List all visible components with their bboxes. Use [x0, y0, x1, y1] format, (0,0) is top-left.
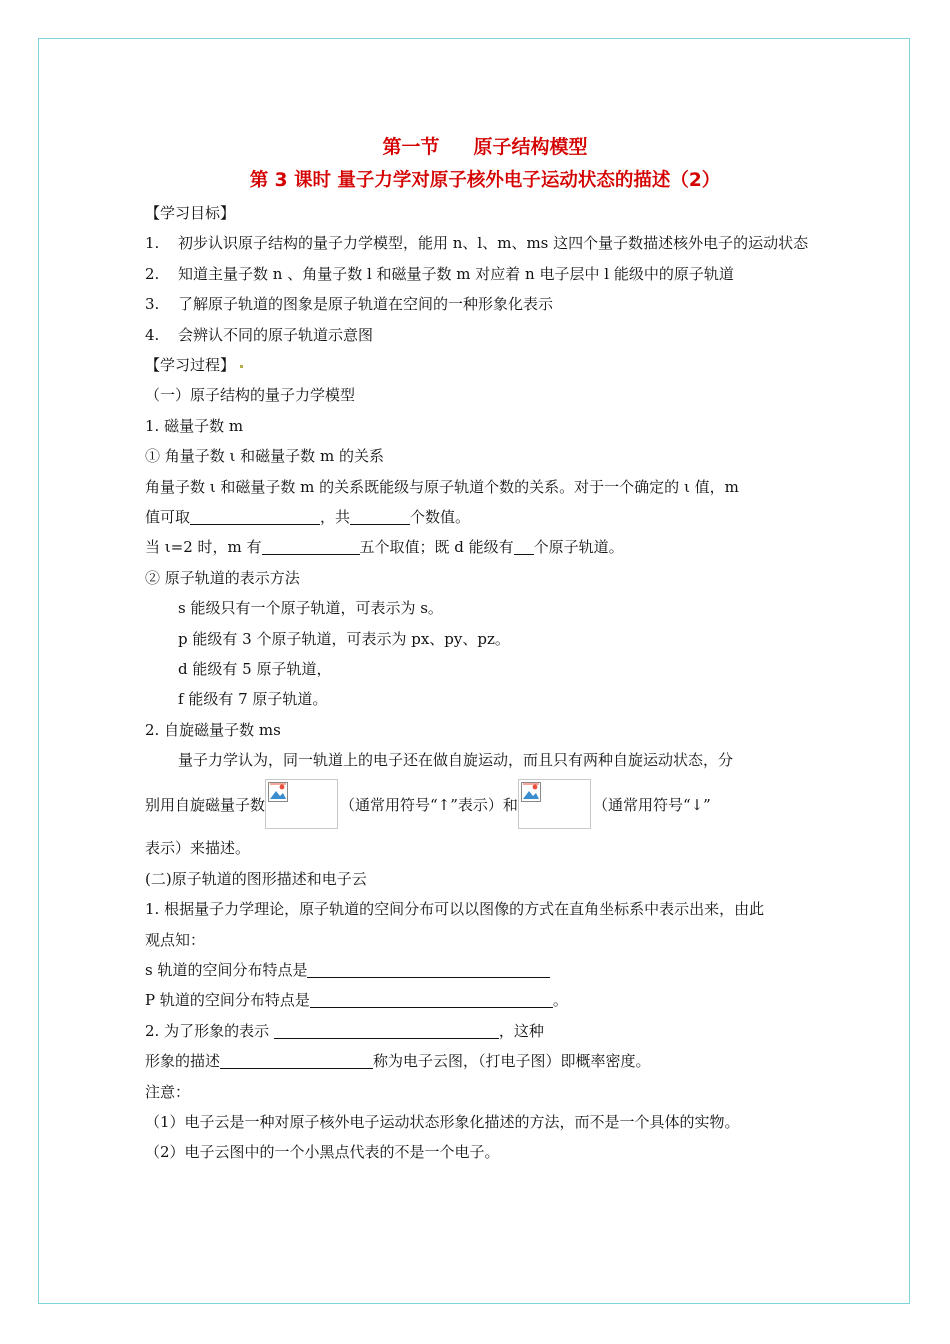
orbital-line: p 能级有 3 个原子轨道，可表示为 px、py、pz。	[178, 629, 510, 648]
q2-title: 2. 自旋磁量子数 ms	[145, 720, 281, 739]
orbital-line: s 能级只有一个原子轨道，可表示为 s。	[178, 599, 443, 618]
objective-item	[145, 259, 825, 289]
objective-number: 1.	[145, 234, 160, 253]
lesson-title: 第 3 课时 量子力学对原子核外电子运动状态的描述（2）	[249, 170, 721, 191]
q2-paragraph-2	[145, 775, 825, 833]
edit-mark	[240, 365, 243, 368]
p1-line-2: 观点知：	[145, 930, 206, 949]
q1-subtitle-1: ① 角量子数 ι 和磁量子数 m 的关系	[145, 447, 384, 466]
p-orbital-blank[interactable]	[310, 991, 553, 1008]
note-heading: 注意：	[145, 1082, 191, 1101]
m-count-blank[interactable]	[350, 508, 410, 525]
p2-line-1	[145, 1016, 825, 1046]
process-heading-text: 【学习过程】	[145, 356, 236, 375]
part2-heading: (二)原子轨道的图形描述和电子云	[145, 869, 367, 888]
p2-line2-b: 称为电子云图，（打电子图）即概率密度。	[373, 1052, 651, 1071]
orbital-line: d 能级有 5 原子轨道，	[178, 659, 332, 678]
q2-para2-a: 别用自旋磁量子数	[145, 795, 266, 814]
d-orbital-count-blank[interactable]	[514, 538, 534, 555]
q1-paragraph-3	[145, 532, 825, 562]
objective-text: 知道主量子数 n 、角量子数 l 和磁量子数 m 对应着 n 电子层中 l 能级中的原子轨道	[178, 264, 734, 283]
section-title	[145, 130, 825, 164]
objective-text: 会辨认不同的原子轨道示意图	[178, 325, 374, 344]
objectives-heading: 【学习目标】	[145, 204, 236, 222]
objective-text: 初步认识原子结构的量子力学模型，能用 n、l、m、ms 这四个量子数描述核外电子的运动状态	[178, 234, 809, 253]
section-number: 第一节	[382, 136, 440, 158]
process-heading	[145, 350, 825, 380]
q1-title: 1. 磁量子数 m	[145, 416, 244, 435]
objective-text: 了解原子轨道的图象是原子轨道在空间的一种形象化表示	[178, 295, 554, 314]
representation-blank[interactable]	[274, 1022, 499, 1039]
q1-subtitle-2: ② 原子轨道的表示方法	[145, 568, 300, 587]
q2-para2-b: （通常用符号“↑”表示）和	[340, 795, 518, 814]
p-orbital-line	[145, 985, 825, 1015]
p2-line-2	[145, 1046, 825, 1076]
note-item: （2）电子云图中的一个小黑点代表的不是一个电子。	[145, 1143, 500, 1162]
q2-paragraph-1: 量子力学认为，同一轨道上的电子还在做自旋运动，而且只有两种自旋运动状态，分	[178, 751, 734, 770]
q1-paragraph-2	[145, 502, 825, 532]
part1-heading: （一）原子结构的量子力学模型	[145, 386, 356, 405]
orbital-line: f 能级有 7 原子轨道。	[178, 690, 328, 709]
q1-para2-b: ，共	[320, 507, 351, 526]
s-orbital-label: s 轨道的空间分布特点是	[145, 961, 308, 980]
p-orbital-label: P 轨道的空间分布特点是	[145, 991, 310, 1010]
document-body	[145, 130, 825, 1168]
description-blank[interactable]	[220, 1052, 373, 1069]
s-orbital-blank[interactable]	[307, 961, 550, 978]
q1-para3-a: 当 ι=2 时，m 有	[145, 538, 262, 557]
note-item: （1）电子云是一种对原子核外电子运动状态形象化描述的方法，而不是一个具体的实物。	[145, 1113, 740, 1131]
p-orbital-end: 。	[552, 991, 568, 1010]
objective-number: 4.	[145, 325, 160, 344]
p2-line1-a: 2. 为了形象的表示	[145, 1021, 270, 1040]
s-orbital-line	[145, 955, 825, 985]
q1-para3-c: 个原子轨道。	[533, 538, 624, 557]
q1-paragraph-1: 角量子数 ι 和磁量子数 m 的关系既能级与原子轨道个数的关系。对于一个确定的 ι 值，m	[145, 477, 739, 496]
q1-para2-c: 个数值。	[410, 507, 471, 526]
m-values-blank[interactable]	[190, 508, 320, 525]
objective-item	[145, 320, 825, 350]
objective-item	[145, 228, 825, 258]
objective-number: 3.	[145, 295, 160, 314]
q2-para2-c: （通常用符号“↓”	[592, 795, 711, 814]
broken-image-icon	[265, 779, 338, 829]
section-name: 原子结构模型	[473, 136, 588, 158]
q2-paragraph-3: 表示）来描述。	[145, 839, 251, 858]
q1-para3-b: 五个取值；既 d 能级有	[359, 538, 514, 557]
m-five-values-blank[interactable]	[262, 538, 360, 555]
p2-line2-a: 形象的描述	[145, 1052, 221, 1071]
broken-image-icon	[518, 779, 591, 829]
p2-line1-b: ，这种	[498, 1021, 544, 1040]
p1-line-1: 1. 根据量子力学理论，原子轨道的空间分布可以以图像的方式在直角坐标系中表示出来，由此	[145, 900, 765, 919]
objective-number: 2.	[145, 264, 160, 283]
q1-para2-a: 值可取	[145, 507, 191, 526]
objective-item	[145, 289, 825, 319]
